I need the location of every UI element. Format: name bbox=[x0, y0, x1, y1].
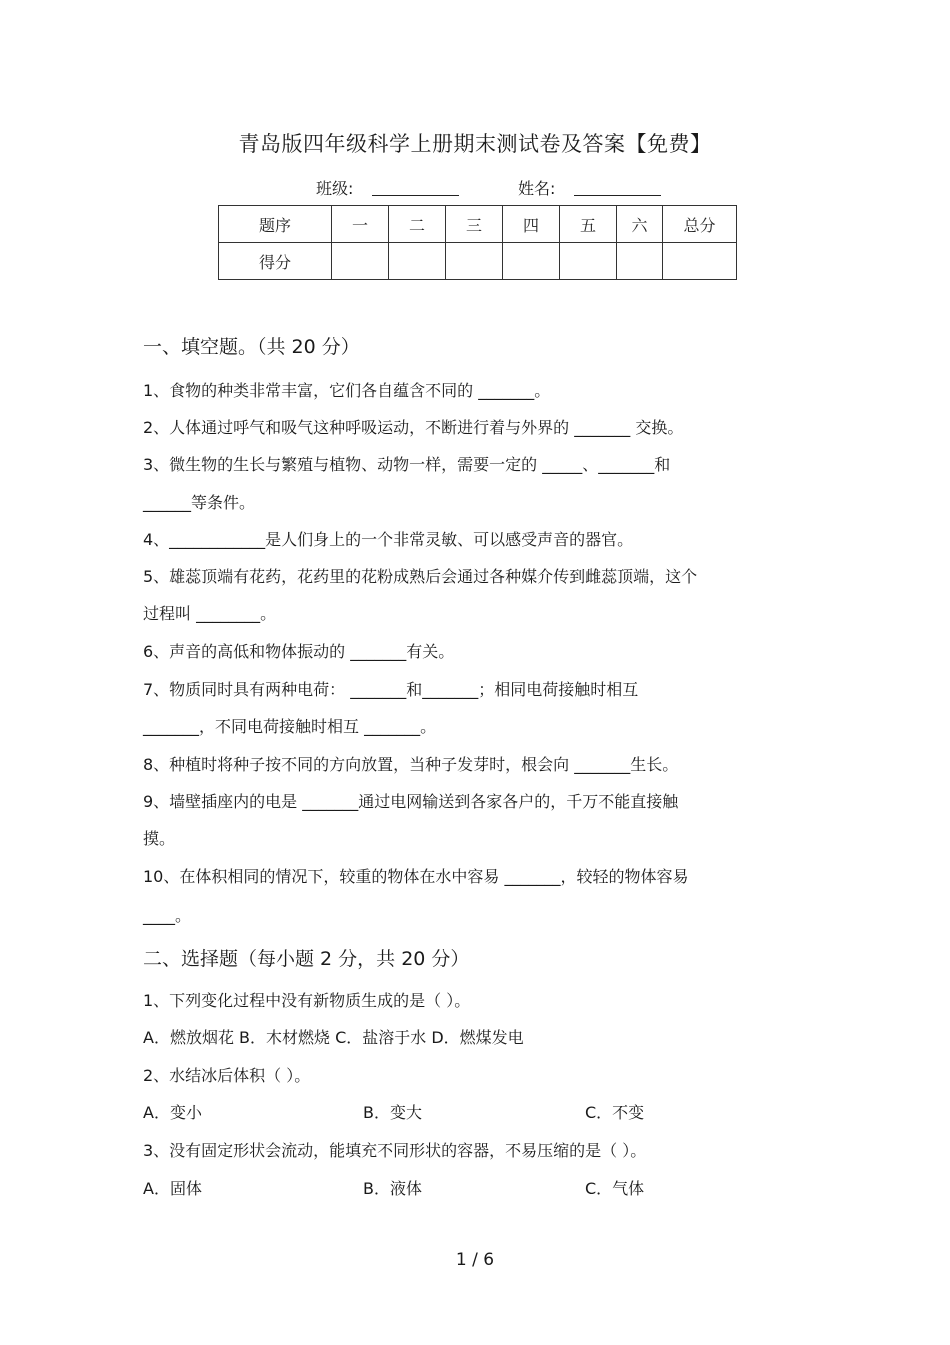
choice-question: 1、下列变化过程中没有新物质生成的是（ ）。 bbox=[143, 991, 471, 1010]
score-cell[interactable] bbox=[503, 243, 560, 280]
choice-question: 3、没有固定形状会流动，能填充不同形状的容器，不易压缩的是（ ）。 bbox=[143, 1141, 647, 1160]
page-number: 1 / 6 bbox=[455, 1250, 495, 1270]
score-cell[interactable] bbox=[389, 243, 446, 280]
fill-question: 6、声音的高低和物体振动的 _______有关。 bbox=[143, 642, 455, 661]
header-cell: 六 bbox=[617, 206, 663, 243]
fill-question: 3、微生物的生长与繁殖与植物、动物一样，需要一定的 _____、_______和 bbox=[143, 455, 671, 474]
score-cell[interactable] bbox=[617, 243, 663, 280]
fill-question: 10、在体积相同的情况下，较重的物体在水中容易 _______，较轻的物体容易 bbox=[143, 867, 689, 886]
score-cell[interactable] bbox=[560, 243, 617, 280]
fill-question-cont: ____。 bbox=[143, 906, 192, 925]
choice-option-c: C．气体 bbox=[585, 1179, 645, 1198]
fill-question-cont: 摸。 bbox=[143, 829, 176, 848]
fill-question: 8、种植时将种子按不同的方向放置，当种子发芽时，根会向 _______生长。 bbox=[143, 755, 679, 774]
name-blank[interactable] bbox=[574, 176, 661, 196]
name-label: 姓名: bbox=[518, 179, 556, 198]
section1-heading: 一、填空题。（共 20 分） bbox=[143, 336, 360, 358]
fill-question-cont: 过程叫 ________。 bbox=[143, 604, 277, 623]
header-cell: 三 bbox=[446, 206, 503, 243]
page-title: 青岛版四年级科学上册期末测试卷及答案【免费】 bbox=[238, 132, 712, 156]
score-table bbox=[218, 205, 737, 280]
score-table-header-row bbox=[219, 206, 737, 243]
score-table-score-row bbox=[219, 243, 737, 280]
fill-question: 9、墙壁插座内的电是 _______通过电网输送到各家各户的，千万不能直接触 bbox=[143, 792, 679, 811]
header-cell: 题序 bbox=[219, 206, 332, 243]
header-cell: 四 bbox=[503, 206, 560, 243]
section2-heading: 二、选择题（每小题 2 分，共 20 分） bbox=[143, 948, 470, 970]
fill-question: 1、食物的种类非常丰富，它们各自蕴含不同的 _______。 bbox=[143, 381, 551, 400]
choice-option-b: B．液体 bbox=[363, 1179, 422, 1198]
choice-option-a: A．固体 bbox=[143, 1179, 202, 1198]
header-cell: 总分 bbox=[663, 206, 737, 243]
choice-option-a: A．变小 bbox=[143, 1103, 202, 1122]
class-label: 班级: bbox=[316, 179, 354, 198]
choice-option-b: B．变大 bbox=[363, 1103, 422, 1122]
choice-question: 2、水结冰后体积（ ）。 bbox=[143, 1066, 311, 1085]
fill-question: 7、物质同时具有两种电荷： _______和_______；相同电荷接触时相互 bbox=[143, 680, 639, 699]
fill-question: 2、人体通过呼气和吸气这种呼吸运动，不断进行着与外界的 _______ 交换。 bbox=[143, 418, 684, 437]
score-row-label: 得分 bbox=[219, 243, 332, 280]
fill-question-cont: ______等条件。 bbox=[143, 493, 256, 512]
fill-question: 5、雄蕊顶端有花药，花药里的花粉成熟后会通过各种媒介传到雌蕊顶端，这个 bbox=[143, 567, 698, 586]
header-cell: 五 bbox=[560, 206, 617, 243]
class-blank[interactable] bbox=[372, 176, 459, 196]
score-cell[interactable] bbox=[332, 243, 389, 280]
header-cell: 一 bbox=[332, 206, 389, 243]
score-cell[interactable] bbox=[446, 243, 503, 280]
fill-question: 4、____________是人们身上的一个非常灵敏、可以感受声音的器官。 bbox=[143, 530, 634, 549]
header-cell: 二 bbox=[389, 206, 446, 243]
score-cell[interactable] bbox=[663, 243, 737, 280]
fill-question-cont: _______，不同电荷接触时相互 _______。 bbox=[143, 717, 437, 736]
choice-options: A．燃放烟花 B．木材燃烧 C．盐溶于水 D．燃煤发电 bbox=[143, 1028, 524, 1047]
choice-option-c: C．不变 bbox=[585, 1103, 645, 1122]
